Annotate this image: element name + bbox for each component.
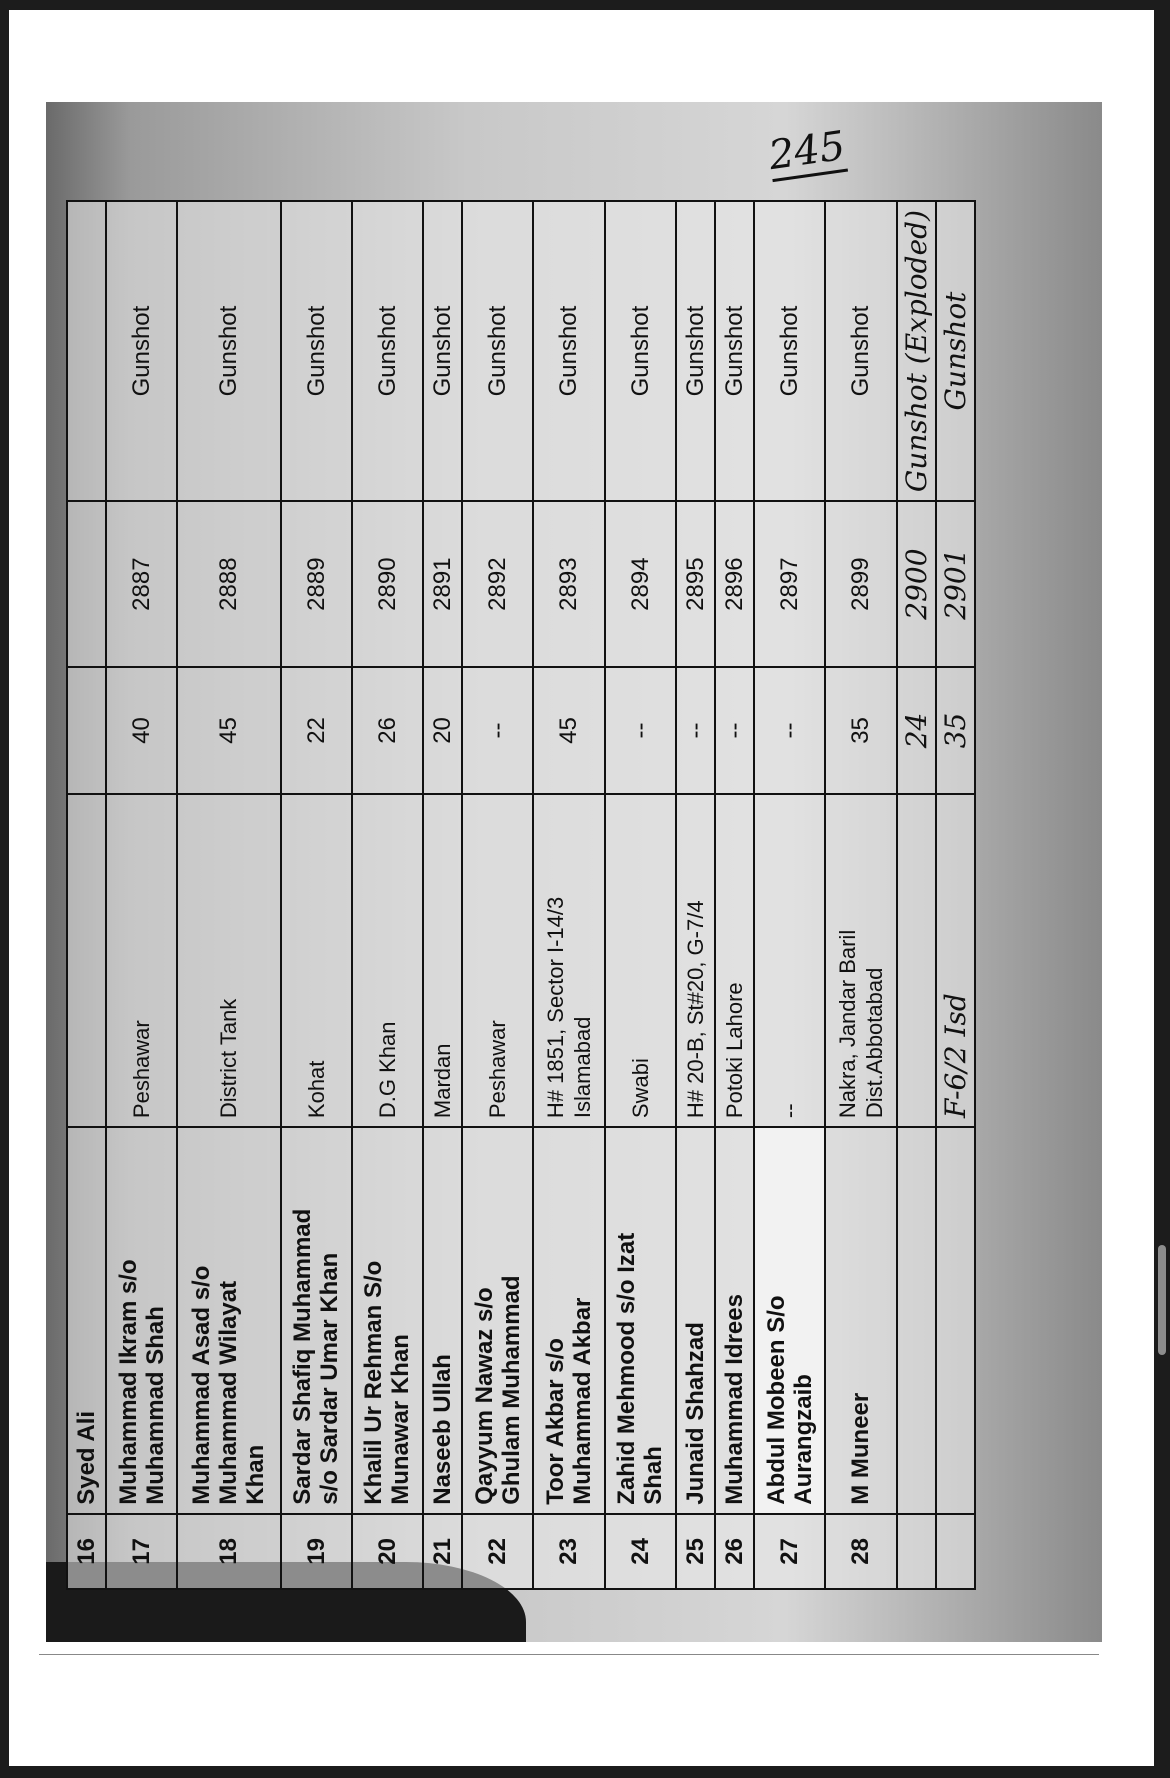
age-cell: 20 <box>423 667 462 794</box>
victim-name-line: Muhammad Asad s/o <box>188 1265 216 1505</box>
age-cell: 45 <box>177 667 280 794</box>
register-table <box>66 200 976 1590</box>
address-cell <box>423 794 462 1127</box>
address-line: Peshawar <box>485 1020 511 1119</box>
victim-name-line: Munawar Khan <box>387 1334 415 1505</box>
victim-name-cell <box>281 1127 352 1514</box>
address-cell <box>281 794 352 1127</box>
table-row <box>533 201 604 1589</box>
address-line: Swabi <box>627 1058 653 1119</box>
address-line: F-6/2 Isd <box>938 993 972 1119</box>
cause-of-death-cell: Gunshot <box>605 201 676 501</box>
address-cell <box>715 794 754 1127</box>
serial-number-cell: 28 <box>825 1514 896 1589</box>
victim-name-line: Toor Akbar s/o <box>541 1338 569 1505</box>
victim-name-line: Naseeb Ullah <box>429 1354 457 1505</box>
victim-name-cell <box>462 1127 533 1514</box>
serial-number-cell: 19 <box>281 1514 352 1589</box>
age-cell: 40 <box>106 667 177 794</box>
cause-of-death-cell: Gunshot <box>936 201 975 501</box>
victim-name-cell <box>533 1127 604 1514</box>
table-row <box>754 201 825 1589</box>
victim-name-line: Ghulam Muhammad <box>497 1275 525 1505</box>
table-row <box>936 201 975 1589</box>
age-cell: 45 <box>533 667 604 794</box>
serial-number-cell <box>897 1514 936 1589</box>
serial-number-cell: 27 <box>754 1514 825 1589</box>
age-cell: 24 <box>897 667 936 794</box>
serial-number-cell: 18 <box>177 1514 280 1589</box>
address-cell <box>177 794 280 1127</box>
address-cell <box>67 794 106 1127</box>
address-line: Mardan <box>430 1043 456 1119</box>
bottom-rule <box>39 1654 1099 1655</box>
case-number-cell: 2887 <box>106 501 177 667</box>
register-table-container <box>66 200 976 1590</box>
age-cell: 35 <box>825 667 896 794</box>
cause-of-death-cell: Gunshot <box>715 201 754 501</box>
victim-name-line: Junaid Shahzad <box>681 1322 709 1505</box>
victim-name-cell <box>676 1127 715 1514</box>
victim-name-line: Muhammad Wilayat <box>215 1280 243 1505</box>
address-line: -- <box>777 1103 803 1119</box>
case-number-cell: 2897 <box>754 501 825 667</box>
address-line: Potoki Lahore <box>722 982 748 1119</box>
cause-of-death-cell: Gunshot (Exploded) <box>897 201 936 501</box>
victim-name-line: Zahid Mehmood s/o Izat <box>613 1232 641 1505</box>
victim-name-line: Aurangzaib <box>789 1374 817 1505</box>
age-cell: -- <box>462 667 533 794</box>
address-cell <box>533 794 604 1127</box>
cause-of-death-cell: Gunshot <box>825 201 896 501</box>
victim-name-line: Sardar Shafiq Muhammad <box>289 1208 317 1505</box>
serial-number-cell: 24 <box>605 1514 676 1589</box>
serial-number-cell: 25 <box>676 1514 715 1589</box>
table-row <box>106 201 177 1589</box>
serial-number-cell: 17 <box>106 1514 177 1589</box>
scrollbar-thumb[interactable] <box>1158 1245 1166 1355</box>
victim-name-line: s/o Sardar Umar Khan <box>316 1252 344 1505</box>
age-cell: 35 <box>936 667 975 794</box>
address-line: D.G Khan <box>374 1021 400 1119</box>
serial-number-cell <box>936 1514 975 1589</box>
victim-name-line: Khan <box>242 1444 270 1505</box>
table-row <box>67 201 106 1589</box>
address-cell <box>106 794 177 1127</box>
address-line: Kohat <box>303 1060 329 1119</box>
cause-of-death-cell: Gunshot <box>533 201 604 501</box>
victim-name-cell <box>67 1127 106 1514</box>
page-number: 245 <box>766 123 848 182</box>
case-number-cell: 2890 <box>352 501 423 667</box>
address-line: Islamabad <box>569 1016 595 1119</box>
serial-number-cell: 20 <box>352 1514 423 1589</box>
table-row <box>281 201 352 1589</box>
cause-of-death-cell: Gunshot <box>177 201 280 501</box>
serial-number-cell: 26 <box>715 1514 754 1589</box>
victim-name-cell <box>897 1127 936 1514</box>
cause-of-death-cell: Gunshot <box>676 201 715 501</box>
victim-name-cell <box>825 1127 896 1514</box>
age-cell: -- <box>754 667 825 794</box>
cause-of-death-cell: Gunshot <box>423 201 462 501</box>
table-row <box>897 201 936 1589</box>
case-number-cell: 2888 <box>177 501 280 667</box>
case-number-cell: 2896 <box>715 501 754 667</box>
victim-name-cell <box>754 1127 825 1514</box>
serial-number-cell: 21 <box>423 1514 462 1589</box>
age-cell: -- <box>715 667 754 794</box>
case-number-cell: 2895 <box>676 501 715 667</box>
case-number-cell: 2891 <box>423 501 462 667</box>
victim-name-line: Muhammad Idrees <box>721 1294 749 1505</box>
victim-name-line: M Muneer <box>847 1392 875 1505</box>
address-cell <box>352 794 423 1127</box>
table-row <box>423 201 462 1589</box>
age-cell: 26 <box>352 667 423 794</box>
table-row <box>352 201 423 1589</box>
address-cell <box>936 794 975 1127</box>
victim-name-cell <box>423 1127 462 1514</box>
case-number-cell: 2901 <box>936 501 975 667</box>
victim-name-cell <box>605 1127 676 1514</box>
table-row <box>462 201 533 1589</box>
address-line: Nakra, Jandar Baril <box>834 929 860 1119</box>
address-cell <box>754 794 825 1127</box>
cause-of-death-cell <box>67 201 106 501</box>
table-row <box>676 201 715 1589</box>
case-number-cell: 2900 <box>897 501 936 667</box>
case-number-cell: 2889 <box>281 501 352 667</box>
address-cell <box>605 794 676 1127</box>
victim-name-cell <box>715 1127 754 1514</box>
address-line: H# 20-B, St#20, G-7/4 <box>682 900 708 1119</box>
scanned-page <box>9 10 1154 1766</box>
victim-name-line: Qayyum Nawaz s/o <box>470 1287 498 1505</box>
serial-number-cell: 22 <box>462 1514 533 1589</box>
address-line: District Tank <box>216 998 242 1119</box>
table-row <box>715 201 754 1589</box>
cause-of-death-cell: Gunshot <box>462 201 533 501</box>
address-line: H# 1851, Sector I-14/3 <box>542 896 568 1119</box>
victim-name-cell <box>936 1127 975 1514</box>
cause-of-death-cell: Gunshot <box>352 201 423 501</box>
cause-of-death-cell: Gunshot <box>106 201 177 501</box>
table-row <box>825 201 896 1589</box>
victim-name-line: Muhammad Akbar <box>568 1297 596 1505</box>
case-number-cell: 2899 <box>825 501 896 667</box>
age-cell: 22 <box>281 667 352 794</box>
case-number-cell <box>67 501 106 667</box>
victim-name-line: Muhammad Ikram s/o <box>114 1259 142 1505</box>
age-cell: -- <box>676 667 715 794</box>
age-cell: -- <box>605 667 676 794</box>
case-number-cell: 2892 <box>462 501 533 667</box>
table-row <box>177 201 280 1589</box>
victim-name-line: Muhammad Shah <box>141 1306 169 1505</box>
age-cell <box>67 667 106 794</box>
address-cell <box>897 794 936 1127</box>
victim-name-cell <box>177 1127 280 1514</box>
victim-name-line: Abdul Mobeen S/o <box>762 1295 790 1505</box>
victim-name-line: Shah <box>640 1446 668 1505</box>
victim-name-line: Khalil Ur Rehman S/o <box>360 1260 388 1505</box>
table-row <box>605 201 676 1589</box>
victim-name-cell <box>106 1127 177 1514</box>
address-cell <box>676 794 715 1127</box>
serial-number-cell: 16 <box>67 1514 106 1589</box>
case-number-cell: 2894 <box>605 501 676 667</box>
address-line: Dist.Abbotabad <box>861 967 887 1119</box>
cause-of-death-cell: Gunshot <box>754 201 825 501</box>
victim-name-line: Syed Ali <box>73 1410 101 1505</box>
address-cell <box>462 794 533 1127</box>
address-line: Peshawar <box>129 1020 155 1119</box>
cause-of-death-cell: Gunshot <box>281 201 352 501</box>
address-cell <box>825 794 896 1127</box>
victim-name-cell <box>352 1127 423 1514</box>
case-number-cell: 2893 <box>533 501 604 667</box>
serial-number-cell: 23 <box>533 1514 604 1589</box>
